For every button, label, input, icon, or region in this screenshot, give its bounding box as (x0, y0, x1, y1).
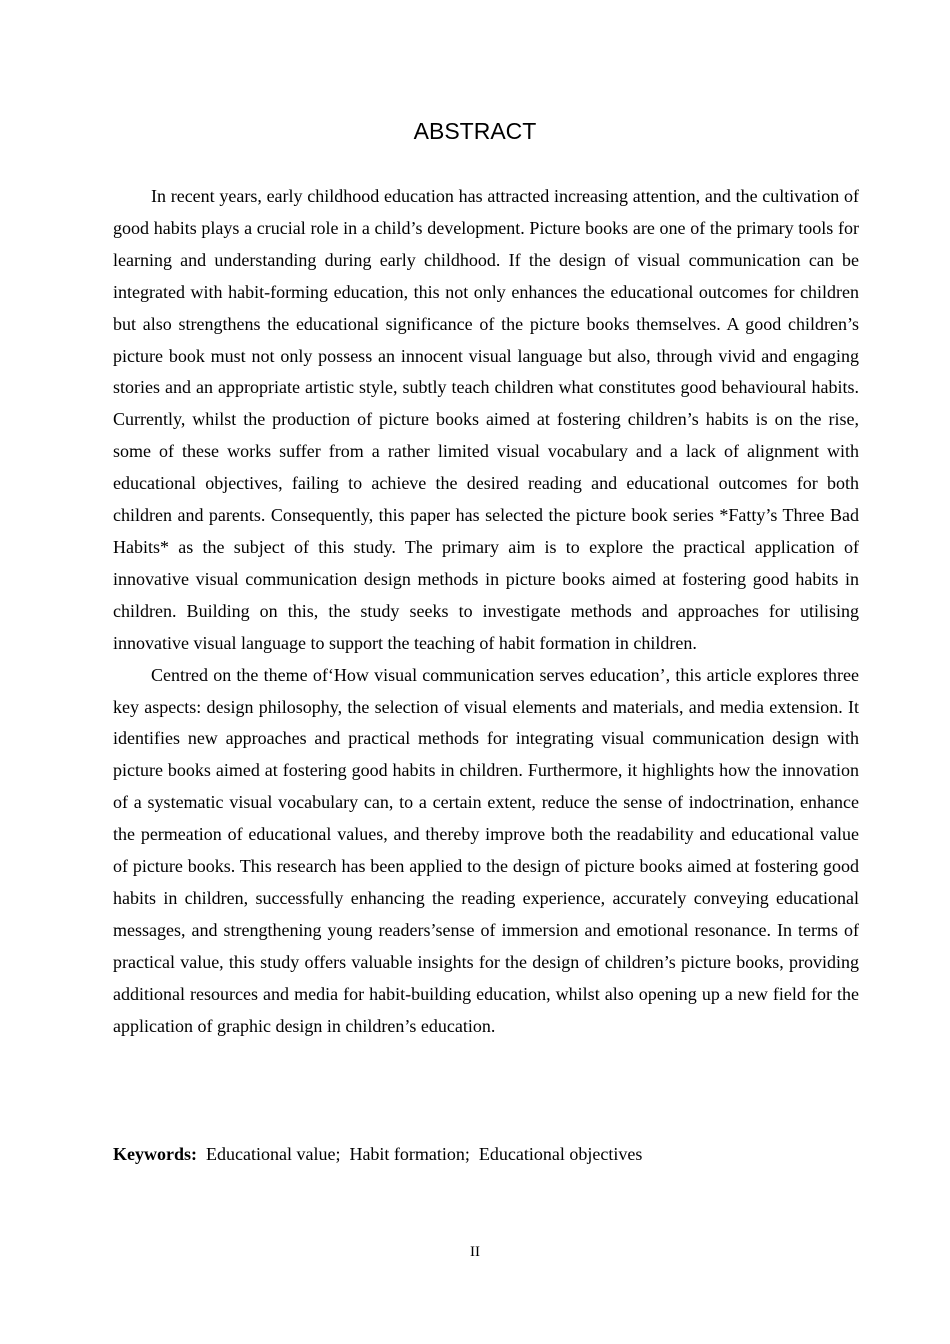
abstract-paragraph-1: In recent years, early childhood education has attracted increasing attention, and the cultivation of good habits plays a crucial role in a child’s development. Picture books are one of the primary tools for learning and understanding during early childhood. If the design of visual communication can be integrated with habit-forming education, this not only enhances the educational outcomes for children but also strengthens the educational significance of the picture books themselves. A good children’s picture book must not only possess an innocent visual language but also, through vivid and engaging stories and an appropriate artistic style, subtly teach children what constitutes good behavioural habits. Currently, whilst the production of picture books aimed at fostering children’s habits is on the rise, some of these works suffer from a rather limited visual vocabulary and a lack of alignment with educational objectives, failing to achieve the desired reading and educational outcomes for both children and parents. Consequently, this paper has selected the picture book series *Fatty’s Three Bad Habits* as the subject of this study. The primary aim is to explore the practical application of innovative visual communication design methods in picture books aimed at fostering good habits in children. Building on this, the study seeks to investigate methods and approaches for utilising innovative visual language to support the teaching of habit formation in children. (113, 186, 859, 653)
abstract-body (113, 181, 859, 1042)
keywords-line (113, 1139, 859, 1169)
page-number: II (470, 1244, 480, 1260)
abstract-paragraph-2: Centred on the theme of‘How visual communication serves education’, this article explores three key aspects: design philosophy, the selection of visual elements and materials, and media extension. It identifies new approaches and practical methods for integrating visual communication design with picture books aimed at fostering good habits in children. Furthermore, it highlights how the innovation of a systematic visual vocabulary can, to a certain extent, reduce the sense of indoctrination, enhance the permeation of educational values, and thereby improve both the readability and educational value of picture books. This research has been applied to the design of picture books aimed at fostering good habits in children, successfully enhancing the reading experience, accurately conveying educational messages, and strengthening young readers’sense of immersion and emotional resonance. In terms of practical value, this study offers valuable insights for the design of children’s picture books, providing additional resources and media for habit-building education, whilst also opening up a new field for the application of graphic design in children’s education. (113, 664, 859, 1036)
abstract-title: ABSTRACT (413, 118, 537, 144)
keywords-label: Keywords: (113, 1144, 197, 1164)
keywords-list: Educational value; Habit formation; Educational objectives (206, 1144, 643, 1164)
